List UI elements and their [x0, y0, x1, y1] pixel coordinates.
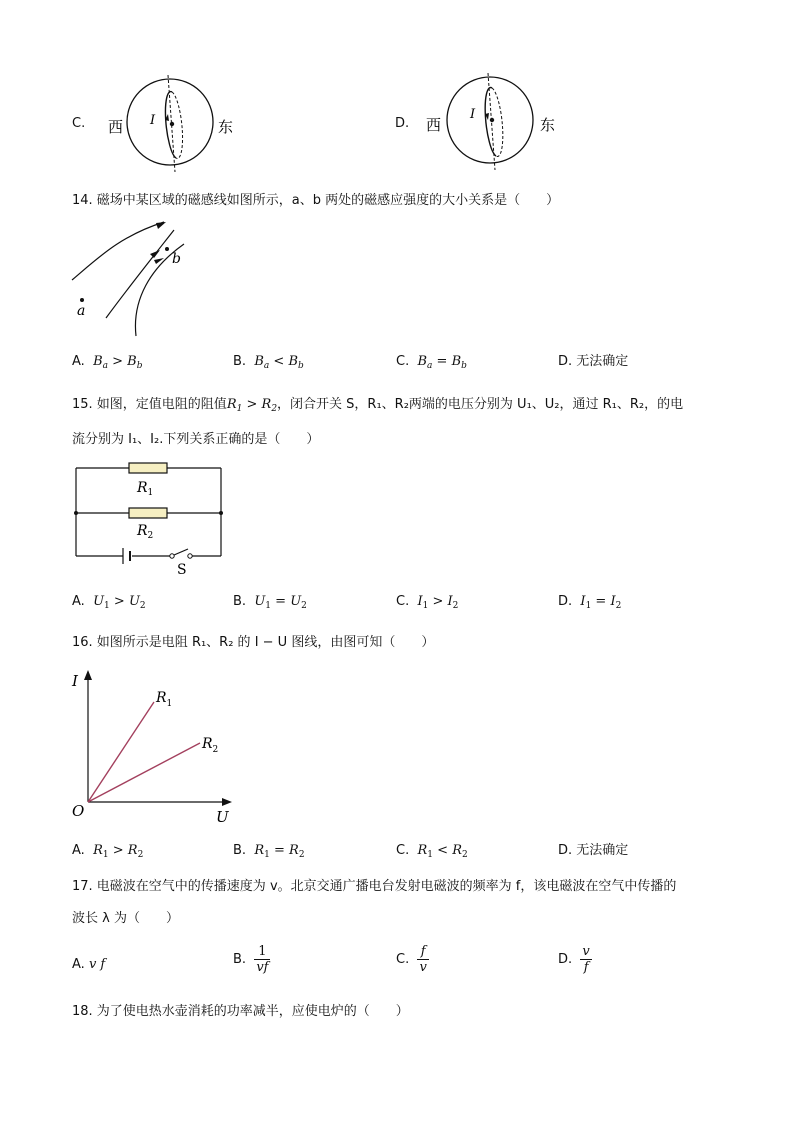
q15-option-d[interactable]: D. $I_1 = I_2$: [558, 594, 622, 611]
q16-r1-sub: 1: [166, 699, 173, 709]
q13-d-current-label: I: [470, 107, 476, 122]
q14-point-a-label: a: [77, 303, 86, 319]
q16-r2-sub: 2: [212, 745, 219, 755]
q13-d-east-label: 东: [540, 116, 556, 134]
q13-option-d-globe-figure: [420, 68, 570, 178]
q16-stem: 16. 如图所示是电阻 R₁、R₂ 的 I − U 图线，由图可知（ ）: [72, 635, 435, 650]
q13-d-west-label: 西: [426, 116, 442, 134]
q14-option-d[interactable]: D. 无法确定: [558, 354, 629, 369]
q17-stem-line-1: 17. 电磁波在空气中的传播速度为 v。北京交通广播电台发射电磁波的频率为 f，该电磁波在空气中传播的: [72, 879, 677, 894]
q15-switch-label: S: [177, 562, 187, 578]
q17-stem-line-2: 波长 λ 为（ ）: [72, 911, 179, 926]
q16-r1-label: R: [156, 690, 167, 706]
svg-text:R1: [136, 480, 153, 498]
svg-text:R2: [136, 523, 153, 541]
q16-axis-x-label: U: [216, 808, 229, 826]
q17-option-a[interactable]: A. v f: [72, 957, 106, 972]
q16-option-d[interactable]: D. 无法确定: [558, 843, 629, 858]
q14-point-b-label: b: [172, 251, 181, 267]
q15-option-b[interactable]: B. $U_1 = U_2$: [233, 594, 307, 611]
q13-c-west-label: 西: [108, 118, 124, 136]
q15-option-a[interactable]: A. $U_1 > U_2$: [72, 594, 146, 611]
q16-option-b[interactable]: B. $R_1 = R_2$: [233, 843, 305, 860]
q16-line-r2: [88, 743, 200, 802]
q14-option-a[interactable]: A. $B_a > B_b$: [72, 354, 143, 371]
q14-option-b[interactable]: B. $B_a < B_b$: [233, 354, 304, 371]
q16-origin-label: O: [72, 802, 85, 820]
q17-option-b-fraction: $\frac{1}{vf}$: [256, 944, 269, 975]
q13-option-c-globe-figure: [100, 70, 250, 180]
q15-option-c[interactable]: C. $I_1 > I_2$: [396, 594, 459, 611]
q15-r2-sub: 2: [147, 531, 154, 541]
q17-option-d[interactable]: D. $\frac{v}{f}$: [558, 944, 590, 975]
q15-r1-sub: 1: [147, 488, 154, 498]
q15-r1-label: R: [137, 480, 148, 496]
q16-r2-label: R: [202, 736, 213, 752]
q17-option-d-fraction: $\frac{v}{f}$: [582, 944, 590, 975]
q14-field-lines-figure: [68, 218, 198, 340]
q16-axis-y-label: I: [72, 672, 78, 690]
svg-text:R2: [201, 736, 218, 755]
q15-circuit-figure: [70, 456, 230, 580]
q13-c-east-label: 东: [218, 118, 234, 136]
q15-stem-line-2: 流分别为 I₁、I₂.下列关系正确的是（ ）: [72, 432, 320, 447]
q15-stem-line-1: 15. 如图，定值电阻的阻值$R_1 > R_2$，闭合开关 S，R₁、R₂两端的电压分别为 U₁、U₂，通过 R₁、R₂，的电: [72, 397, 684, 414]
q13-c-current-label: I: [150, 113, 156, 128]
q13-option-d-letter[interactable]: D.: [395, 116, 410, 131]
q17-option-c[interactable]: C. $\frac{f}{v}$: [396, 944, 427, 975]
q18-stem: 18. 为了使电热水壶消耗的功率减半，应使电炉的（ ）: [72, 1004, 409, 1019]
q16-option-c[interactable]: C. $R_1 < R_2$: [396, 843, 468, 860]
q16-line-r1: [88, 702, 154, 802]
q17-option-c-fraction: $\frac{f}{v}$: [419, 944, 427, 975]
q16-iu-graph: [68, 668, 238, 828]
q13-option-c-letter[interactable]: C.: [72, 116, 86, 131]
svg-text:R1: [155, 690, 172, 709]
q14-option-c[interactable]: C. $B_a = B_b$: [396, 354, 467, 371]
q14-stem: 14. 磁场中某区域的磁感线如图所示，a、b 两处的磁感应强度的大小关系是（ ）: [72, 193, 560, 208]
q16-option-a[interactable]: A. $R_1 > R_2$: [72, 843, 144, 860]
q17-option-b[interactable]: B. $\frac{1}{vf}$: [233, 944, 269, 975]
q15-r2-label: R: [137, 523, 148, 539]
